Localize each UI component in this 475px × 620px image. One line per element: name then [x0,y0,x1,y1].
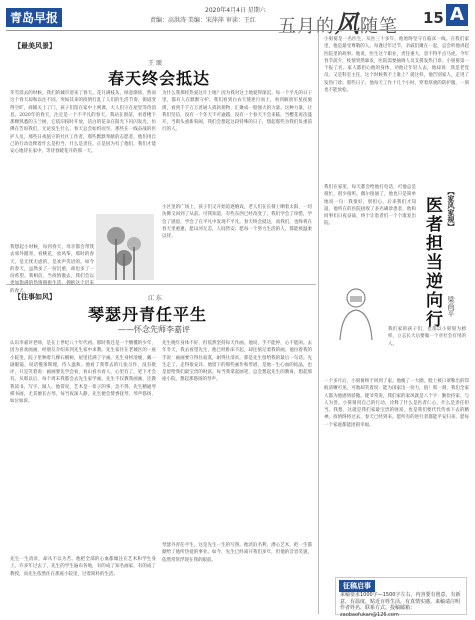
article3-col-end: 我们家的孩子们，也都以小舅舅为榜样，立志长大后要做一个对社会有用的人。 [388,327,466,347]
article2-col1: 认识李嘉评老师，是在上世纪八十年代初。那时我还是一个懵懂的少年，因为喜欢画画，经朋友介绍来到先生家中求教。先生家住在老城区的一座小院里，院子里种着几棵石榴树，屋里挂满了字画。先生身材清瘦，戴一副眼镜，说话慢条斯理，待人温和。他看了我带去的几张习作，没有批评，只是笑着说：画画要先学会看，看山看水看人，心里有了，笔下才会有。从那以后，每个周末我都会去先生家学画。先生不仅教我画画，还教我读书、写字、做人。他常说，艺术是一辈子的事，急不得。先生精通琴棋书画，尤其擅长古琴。每当夜深人静，先生便会焚香抚琴，琴声悠扬，如泣如诉。 [10,341,156,405]
article1-title: 春天终会抵达 [108,69,211,88]
page-letter-badge: A [446,4,468,26]
article2-subtitle: ——怀念先师李嘉评 [118,325,190,334]
section-suffix: 随笔 [360,16,398,37]
article2-col2: 先生晚年身体不好，但依然坚持每天作画。他说，手不能停，心不能闲。去年冬天，我去看望先生，他已经卧床不起，却还惦记着我的画。他拉着我的手说：画画要守得住寂寞，耐得住清贫。那是先生留给我的最后一句话。先生走了，走得很安详。他留下的那些画作和琴谱，是他一生心血的结晶，也是留给我们最宝贵的财富。每当我拿起画笔，总会想起先生的教诲，想起那座小院，想起那悠扬的琴声。 [162,341,312,383]
article3-col-bottom: 一个多月后，小舅舅终于回到了家。他瘦了一大圈，脸上被口罩勒出的印痕清晰可见。可他却笑着说：能为国家出一份力，值！那一刻，我们全家人都为他感到骄傲。姥爷常说，我们家的家风就是八个字：勤俭持家，与人为善。小舅舅用自己的行动，诠释了什么是医者仁心，什么是责任担当。我想，这就是我们家最宝贵的财富，也是我们要代代传承下去的精神。疫情终将过去，春天已经到来。愿所有的逆行者都能平安归来，愿每一个家庭都能团圆幸福。 [324,379,469,428]
article2-title: 琴瑟丹青任平生 [88,305,208,324]
article3-illustration [326,282,386,342]
article2-author: 江 东 [148,295,162,302]
article3-author: 梁尚平 [447,296,455,317]
call-for-submissions-title: 征稿启事 [339,580,375,592]
call-for-submissions-body: 来稿要求1000字—1500字左右，内容要有创意，有新意，有温度，贴近百姓生活，有真情实感。来稿请注明作者姓名、联系方式。投稿邮箱：zaobaofukan@126.com [340,592,461,618]
call-for-submissions [335,577,467,618]
article1-illustration [96,214,154,280]
header-rule [6,30,469,31]
section-feng: 风 [335,9,360,38]
article3-title: 医者担当逆向行 [422,196,442,329]
column-divider [318,32,319,614]
article3-col-top: 小舅舅是一名医生，从医三十多年，他始终坚守在临床一线。在我们家里，他是最受尊敬的人。每逢过年过节，亲戚们聚在一起，总会听他讲起医院里的故事。他说，医生这个职业，责任重大，容不得半点马虎。今年春节前夕，疫情突然暴发，医院需要抽调人员支援发热门诊。小舅舅第一个报了名。家人都担心他的身体，劝他让年轻人去，他却说：我是老党员，又是科室主任，这个时候我不上谁上？就这样，他告别家人，走进了发热门诊。那些日子，他每天工作十几个小时，穿着厚重的防护服，一刻也不能放松。 [324,37,469,94]
article2-tag: 【往事如风】 [14,293,56,301]
article3-col-mid: 我们在家里，每天都会给他打电话，可他总是很忙，很少接听。偶尔接通了，他也只是简单地说一句：我很好，别担心。后来我们才知道，他所在的医院接收了多名确诊患者，他和同事们日夜奋战，终于让患者们一个个康复出院。 [324,185,416,227]
newspaper-logo [6,8,62,27]
staff-credits: 责编：高洪涛 美编：宋萍萍 审读：王红 [150,17,256,24]
article1-col1b: 我想起小时候，每到春天，母亲都会带我去郊外踏青，看桃花，放风筝。那时的春天，是无忧无虑的，是欢声笑语的。如今的春天，虽然多了一份沉重，却也多了一份希望。我相信，当疫情散去，我们会以更加饱满的热情拥抱生活，拥抱这个迟来的春天。 [10,245,94,294]
article1-author: 王 颂 [148,60,162,67]
article1-tag: 【最美风景】 [14,42,56,50]
article1-col2b: 小区里的广场上，孩子们又开始追逐嬉戏，老人们在长椅上晒着太阳，一切仿佛又回到了从前。可我知道，有些东西已经改变了。我们学会了珍惜，学会了感恩，学会了在平凡中发现不平凡。春天终会抵达，而我们，也终将在春天里重逢。愿山河无恙，人间皆安；愿每一个努力生活的人，都能被温柔以待。 [162,205,312,240]
logo-text: 青岛早报 [10,11,59,25]
article2-col1b: 先生一生清贫，却从不以为苦。他把全部的心血都倾注在艺术和学生身上。许多年过去了，先生的学生遍布各地，有的成了知名画家，有的成了教授，而先生依然住在那座小院里，过着简朴的生活。 [10,557,156,577]
issue-date: 2020年4月4日 星期六 [205,7,266,14]
page-number: 15 [423,9,444,27]
section-prefix: 五月的 [278,16,335,37]
flower-illustration-icon [96,214,154,280]
article3-tag: 【家风家规】 [447,188,455,230]
doctor-illustration-icon [326,282,386,342]
article1-col1: 冬雪消去的时候，我们的城市迎来了春天。花开满枝头，绿意渐浓，然而这个春天却和以往不同。突如其来的疫情打乱了人们的生活节奏，街道变得空旷，商铺关上了门，孩子们留在家中上网课，大人们守在屋里等待消息。2020年的春天，注定是一个不平凡的春天。我站在窗前，看着楼下那棵熟悉的玉兰树，它依旧按时开放，洁白的花朵在阳光下闪闪发光，仿佛在告诉我们，无论发生什么，春天总会如约而至。那些在一线奋战的医护人员，那些日夜值守的社区工作者，那些默默奉献的志愿者，他们用自己的行动诠释着什么是担当，什么是责任。正是因为有了他们，我们才能安心地待在家中，等待春暖花开的那一天。 [10,91,156,155]
section-title [278,4,398,39]
article1-col2: 为什么我那样热爱这片土地？因为我对这土地爱得深沉。每一个平凡的日子里，都有人在默默守护。我们看到白衣天使逆行而上，看到解放军星夜驰援，看到千千万万普通人捐款捐物，汇聚成一股强大的力量。这种力量，让我们坚信，没有一个冬天不可逾越，没有一个春天不会来临。当樱花再次盛开，当街头重新喧闹，我们会想起这段特殊的日子，想起那些为我们负重前行的人。 [162,91,312,133]
article2-col2b: 琴瑟丹青任平生，这是先生一生的写照。他淡泊名利，潜心艺术，把一生都献给了他所热爱的事业。如今，先生已经离开我们多年，但他的音容笑貌，依然常常浮现在我的眼前。 [162,543,312,563]
